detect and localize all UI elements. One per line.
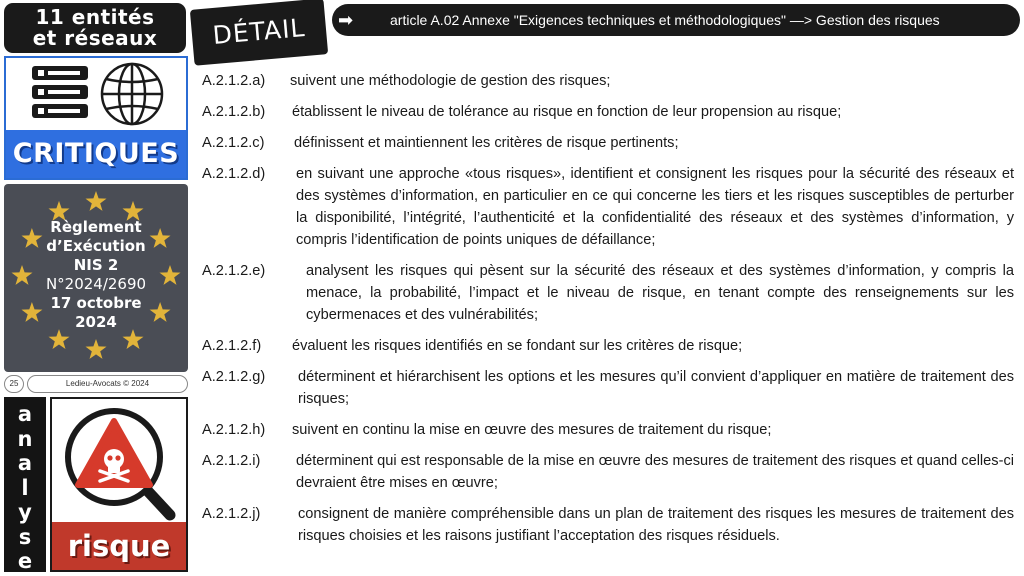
item-code: A.2.1.2.d) (202, 166, 266, 182)
risk-label: risque (52, 522, 186, 570)
detail-tag: DÉTAIL (190, 0, 328, 66)
item-code: A.2.1.2.i) (202, 453, 261, 469)
globe-icon (102, 64, 162, 124)
regulation-line1: Règlement (50, 218, 142, 236)
header-title: article A.02 Annexe "Exigences techniques et méthodologiques" —> Gestion des risques (390, 12, 940, 28)
item-code: A.2.1.2.e) (202, 263, 266, 279)
requirements-list (202, 70, 1014, 556)
header-bar (332, 4, 1020, 36)
eu-regulation-panel (4, 184, 188, 372)
list-item (202, 70, 1014, 92)
item-text: suivent une méthodologie de gestion des risques; (290, 73, 611, 89)
author-tag: Ledieu-Avocats © 2024 (27, 375, 188, 393)
item-text: évaluent les risques identifiés en se fondant sur les critères de risque; (292, 338, 743, 354)
list-item (202, 260, 1014, 326)
item-code: A.2.1.2.b) (202, 104, 266, 120)
list-item (202, 419, 1014, 441)
list-item (202, 366, 1014, 410)
regulation-line6: 2024 (75, 313, 117, 331)
regulation-text (4, 218, 188, 332)
eu-star-icon (123, 329, 144, 349)
server-stack-icon (32, 66, 88, 118)
item-text: déterminent et hiérarchisent les options et les mesures qu’il convient d’appliquer en matière de traitement des risques; (298, 369, 1014, 407)
item-code: A.2.1.2.h) (202, 422, 266, 438)
vertical-letter: a (17, 451, 33, 475)
vertical-word-analyse (4, 397, 46, 572)
page-number: 25 (4, 375, 24, 393)
item-text: établissent le niveau de tolérance au risque en fonction de leur propension au risque; (292, 104, 842, 120)
vertical-letter: y (18, 500, 32, 524)
eu-star-icon (49, 329, 70, 349)
item-code: A.2.1.2.a) (202, 73, 266, 89)
list-item (202, 450, 1014, 494)
arrow-right-icon: ➡ (338, 10, 354, 30)
critical-panel (4, 56, 188, 180)
item-text: définissent et maintiennent les critères de risque pertinents; (294, 135, 679, 151)
vertical-letter: s (18, 524, 32, 549)
server-globe-illustration (6, 58, 186, 132)
item-code: A.2.1.2.f) (202, 338, 262, 354)
list-item (202, 163, 1014, 251)
vertical-letter: a (17, 402, 33, 426)
entities-badge-line2: et réseaux (32, 26, 158, 50)
vertical-letter: l (21, 475, 29, 500)
item-code: A.2.1.2.j) (202, 506, 261, 522)
item-text: suivent en continu la mise en œuvre des mesures de traitement du risque; (292, 422, 772, 438)
list-item (202, 132, 1014, 154)
item-code: A.2.1.2.c) (202, 135, 265, 151)
list-item (202, 503, 1014, 547)
magnifier-warning-icon (52, 399, 186, 521)
item-text: déterminent qui est responsable de la mise en œuvre des mesures de traitement des risques et quand celles-ci devraient être mises en œuvre; (296, 453, 1014, 491)
item-text: consignent de manière compréhensible dans un plan de traitement des risques les mesures de traitement des risques choisies et les raisons justifiant l’acceptation des risques résiduels. (298, 506, 1014, 544)
vertical-letter: n (17, 426, 33, 451)
regulation-line4: N°2024/2690 (45, 275, 147, 293)
regulation-line2: d’Exécution (46, 237, 146, 255)
sidebar (0, 0, 192, 576)
eu-star-icon (86, 191, 107, 211)
list-item (202, 335, 1014, 357)
vertical-letter: e (17, 549, 33, 573)
risk-panel (50, 397, 188, 572)
entities-badge (4, 3, 186, 53)
entities-badge-line1: 11 entités (35, 5, 155, 29)
item-text: analysent les risques qui pèsent sur la sécurité des réseaux et des systèmes d’information, y compris la menace, la probabilité, l’impact et le niveau de risque, en tenant compte des renseignements sur les cybermenaces et des vulnérabilités; (306, 263, 1014, 323)
item-code: A.2.1.2.g) (202, 369, 266, 385)
list-item (202, 101, 1014, 123)
item-text: en suivant une approche «tous risques», identifient et consignent les risques pour la sécurité des réseaux et des systèmes d’information, en particulier en ce qui concerne les tiers et les risques susceptibles de perturber la disponibilité, l’intégrité, l’authenticité et la confidentialité des réseaux et des systèmes d’information, y compris l’identification de points uniques de défaillance; (296, 166, 1014, 248)
regulation-line5: 17 octobre (50, 294, 142, 312)
critical-label: CRITIQUES (6, 130, 186, 178)
regulation-line3: NIS 2 (73, 256, 119, 274)
eu-star-icon (86, 339, 107, 359)
